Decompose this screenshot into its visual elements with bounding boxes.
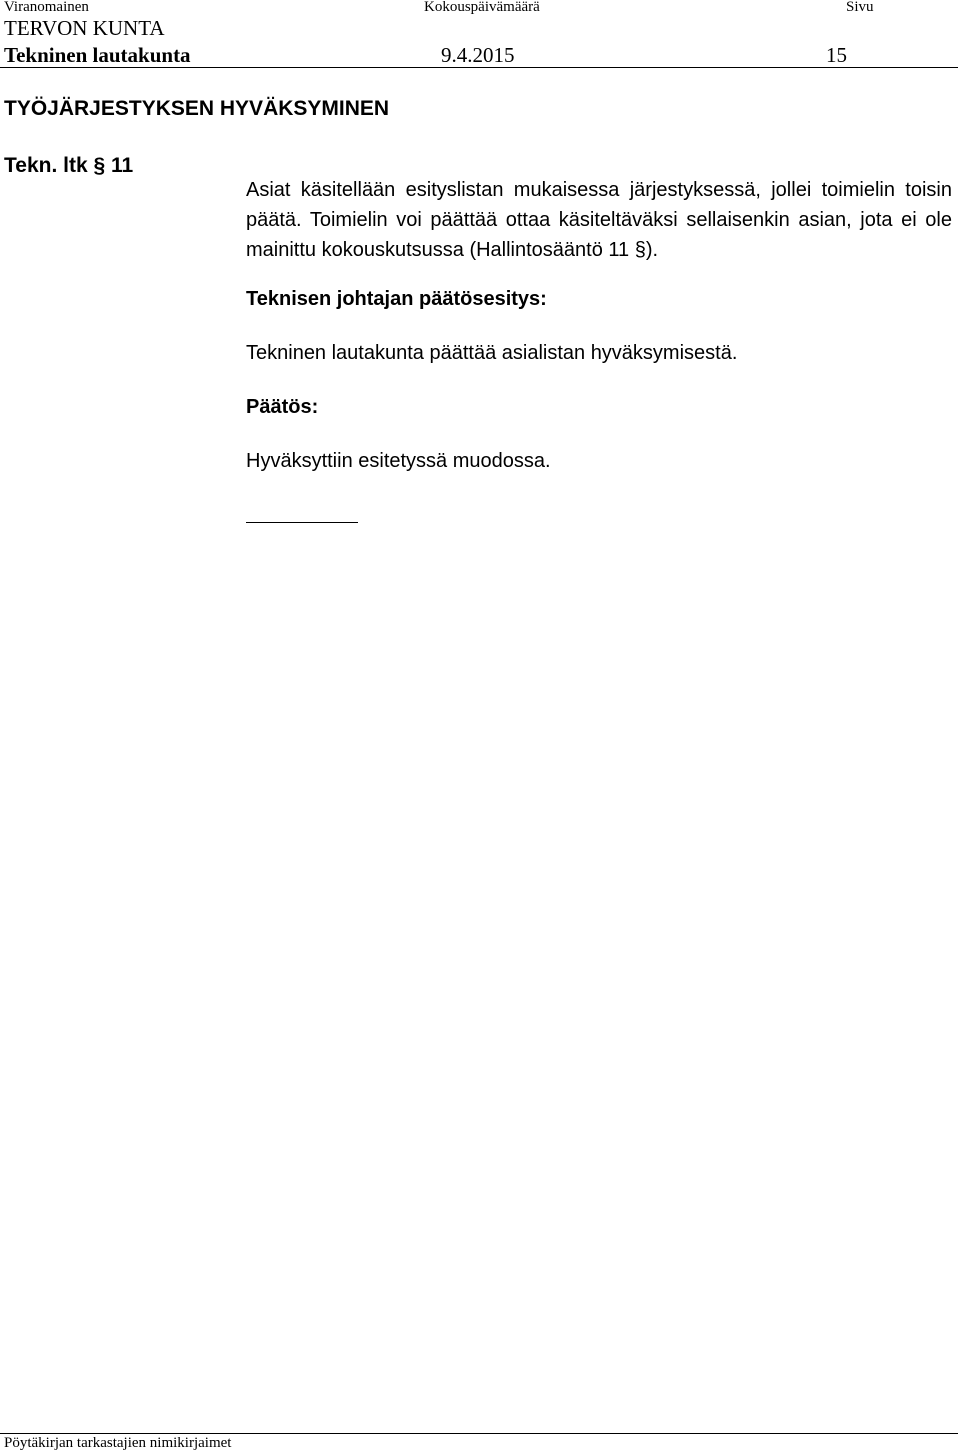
item-description: Asiat käsitellään esityslistan mukaisessa järjestyksessä, jollei toimielin toisin päätä. Toimielin voi päättää ottaa käsiteltäväksi sellaisenkin asian, jota ei ole mainittu kokouskutsussa (Hallintosääntö 11 §).	[246, 179, 952, 261]
header-authority-label: Viranomainen	[4, 0, 89, 15]
decision-text: Hyväksyttiin esitetyssä muodossa.	[246, 450, 551, 472]
item-end-rule	[246, 522, 358, 523]
organization-name: TERVON KUNTA	[4, 16, 165, 40]
header-divider	[0, 67, 958, 68]
proposal-heading: Teknisen johtajan päätösesitys:	[246, 288, 547, 310]
decision-heading: Päätös:	[246, 396, 319, 418]
proposal-text: Tekninen lautakunta päättää asialistan hyväksymisestä.	[246, 342, 738, 364]
header-date-label: Kokouspäivämäärä	[424, 0, 540, 15]
header-page-label: Sivu	[846, 0, 874, 15]
authority-name: Tekninen lautakunta	[4, 43, 191, 67]
footer-initials-label: Pöytäkirjan tarkastajien nimikirjaimet	[4, 1435, 232, 1451]
item-reference: Tekn. ltk § 11	[4, 154, 134, 177]
meeting-date: 9.4.2015	[441, 43, 515, 67]
item-title: TYÖJÄRJESTYKSEN HYVÄKSYMINEN	[4, 97, 390, 120]
page-number: 15	[826, 43, 847, 67]
